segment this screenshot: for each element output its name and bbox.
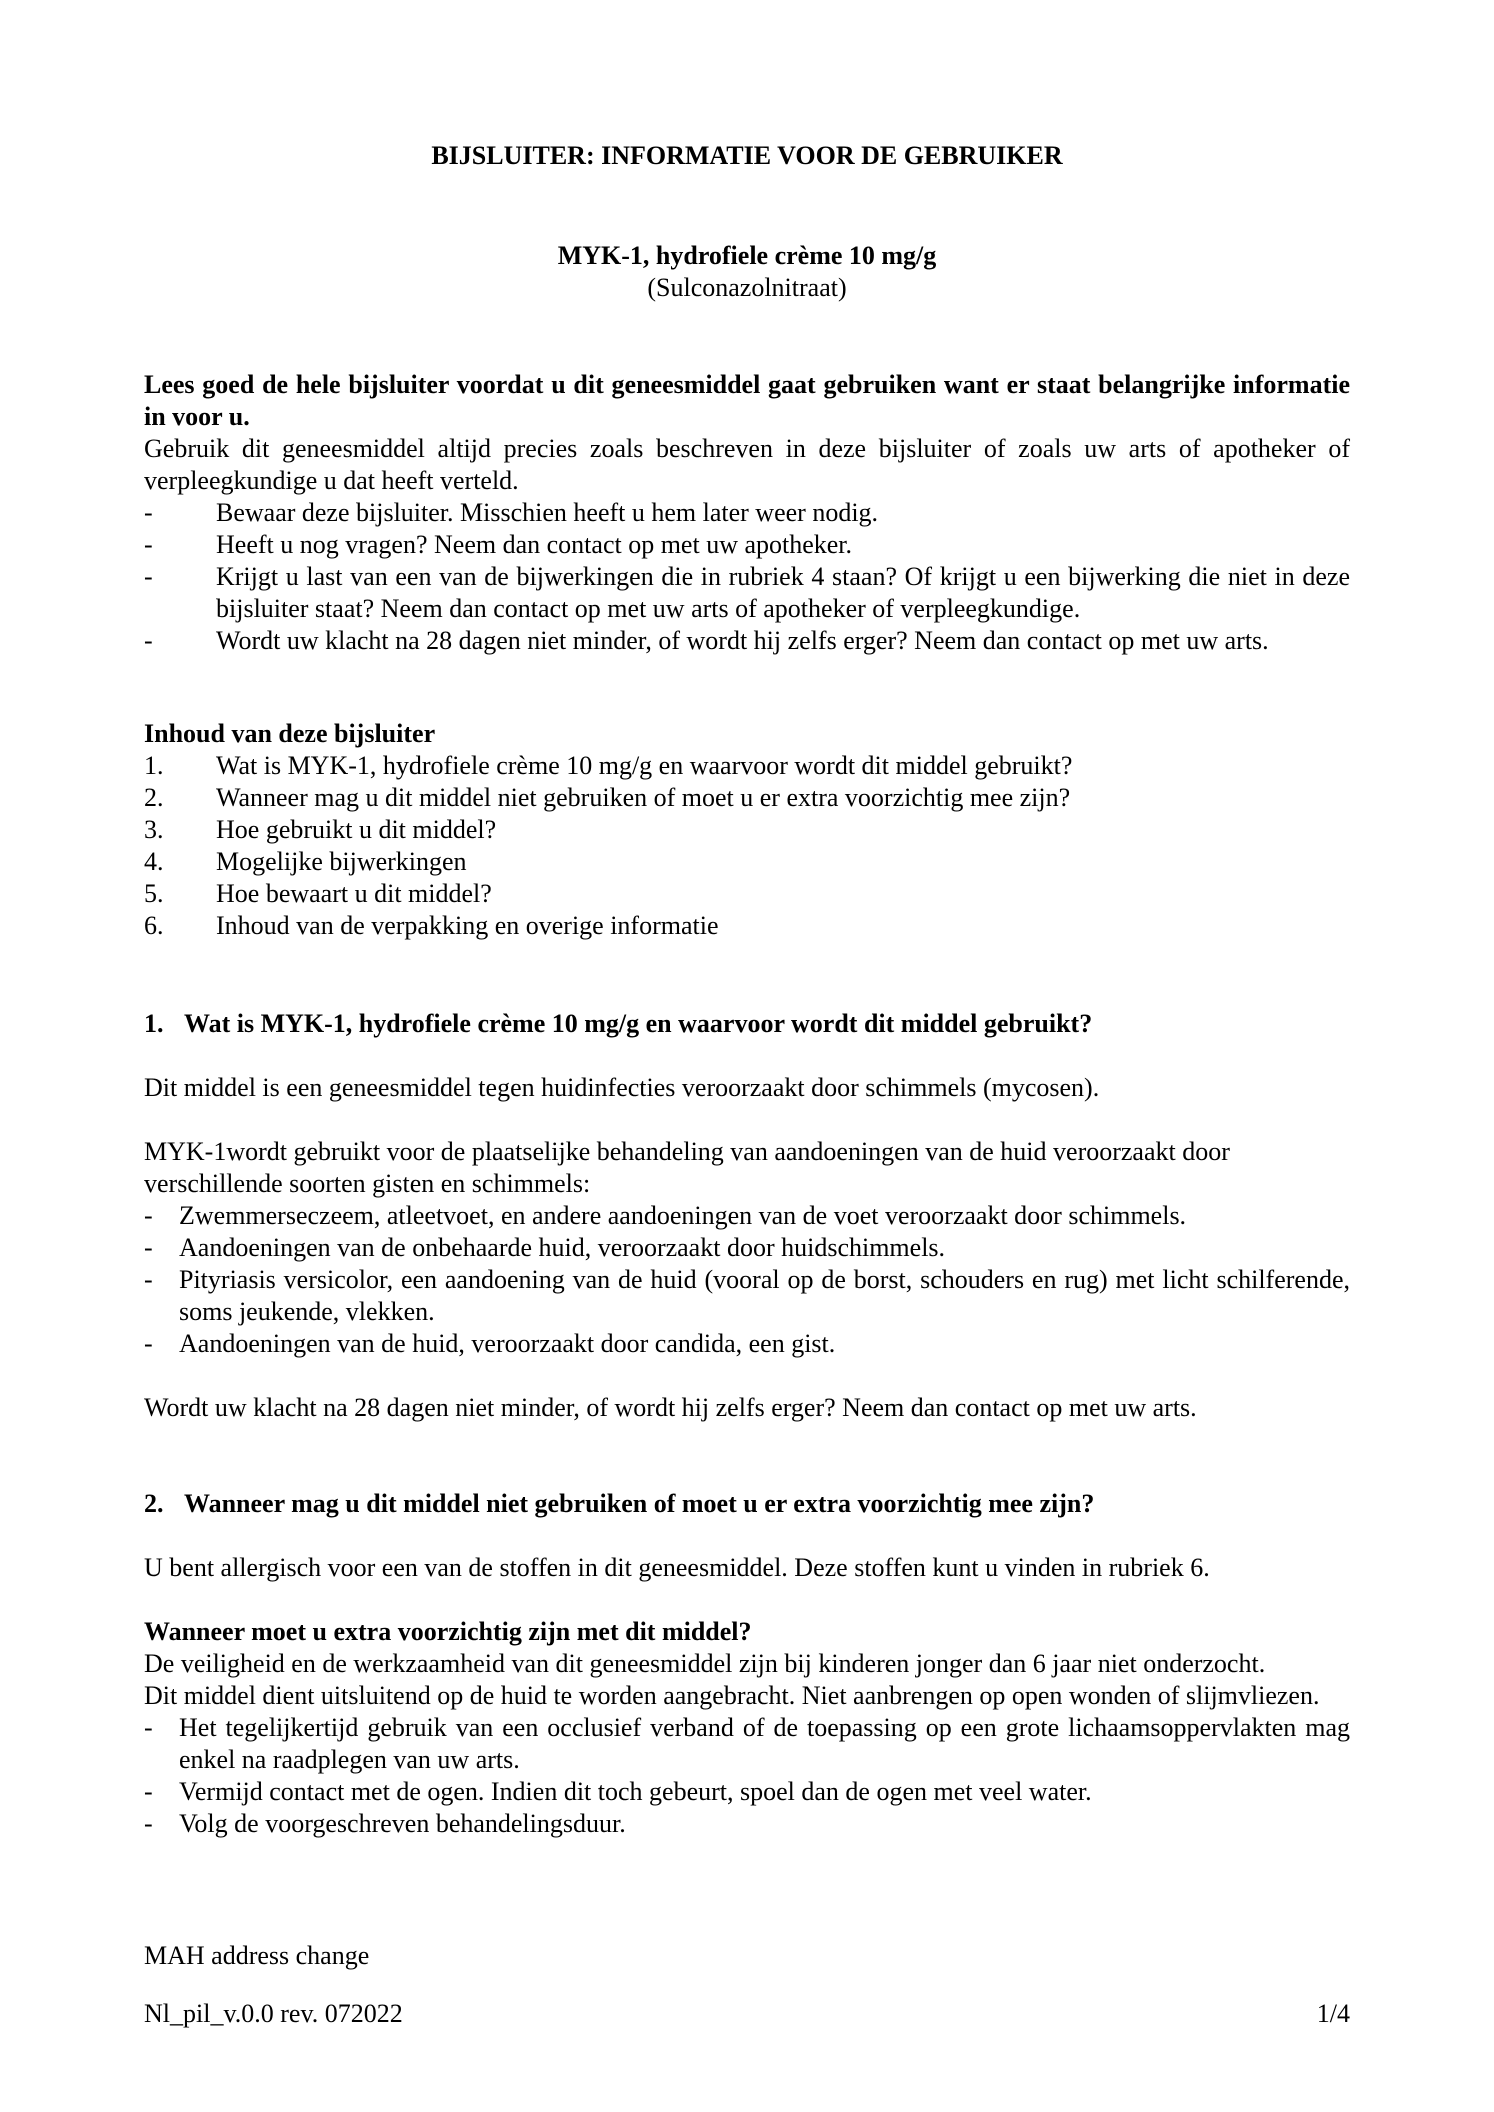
toc-item-text: Hoe gebruikt u dit middel? bbox=[216, 815, 497, 844]
product-name: MYK-1, hydrofiele crème 10 mg/g bbox=[557, 241, 937, 270]
toc-item-number: 2. bbox=[144, 783, 164, 812]
list-item-text: Pityriasis versicolor, een aandoening van de huid (vooral op de borst, schouders en rug) met licht schilferende, soms jeukende, vlekken. bbox=[179, 1265, 1350, 1326]
section-number: 2. bbox=[144, 1489, 164, 1518]
list-item bbox=[144, 1264, 1350, 1328]
section-2-paragraph: De veiligheid en de werkzaamheid van dit geneesmiddel zijn bij kinderen jonger dan 6 jaar niet onderzocht. bbox=[144, 1649, 1266, 1678]
bullet-dash: - bbox=[144, 1233, 153, 1262]
footer-version-row bbox=[144, 1998, 1350, 2030]
list-item-text: Het tegelijkertijd gebruik van een occlusief verband of de toepassing op een grote lichaamsoppervlakten mag enkel na raadplegen van uw arts. bbox=[179, 1713, 1350, 1774]
section-1-paragraph: Wordt uw klacht na 28 dagen niet minder, of wordt hij zelfs erger? Neem dan contact op met uw arts. bbox=[144, 1393, 1197, 1422]
list-item-text: Vermijd contact met de ogen. Indien dit toch gebeurt, spoel dan de ogen met veel water. bbox=[179, 1777, 1092, 1806]
document-title: BIJSLUITER: INFORMATIE VOOR DE GEBRUIKER bbox=[431, 141, 1063, 170]
toc-item bbox=[144, 750, 1350, 782]
list-item-text: Bewaar deze bijsluiter. Misschien heeft u hem later weer nodig. bbox=[216, 498, 879, 527]
section-heading-text: Wat is MYK-1, hydrofiele crème 10 mg/g en waarvoor wordt dit middel gebruikt? bbox=[184, 1009, 1093, 1038]
list-item-text: Heeft u nog vragen? Neem dan contact op met uw apotheker. bbox=[216, 530, 853, 559]
section-1-paragraph: MYK-1wordt gebruikt voor de plaatselijke behandeling van aandoeningen van de huid veroorzaakt door verschillende soorten gisten en schimmels: bbox=[144, 1137, 1230, 1198]
intro-bold-lead: Lees goed de hele bijsluiter voordat u dit geneesmiddel gaat gebruiken want er staat belangrijke informatie in voor u. bbox=[144, 370, 1350, 431]
toc-item-number: 1. bbox=[144, 751, 164, 780]
toc-item bbox=[144, 910, 1350, 942]
list-item-text: Volg de voorgeschreven behandelingsduur. bbox=[179, 1809, 626, 1838]
list-item bbox=[144, 1808, 1350, 1840]
section-heading-text: Wanneer mag u dit middel niet gebruiken of moet u er extra voorzichtig mee zijn? bbox=[184, 1489, 1095, 1518]
toc-item-text: Mogelijke bijwerkingen bbox=[216, 847, 467, 876]
toc-item-number: 6. bbox=[144, 911, 164, 940]
toc-item-text: Wat is MYK-1, hydrofiele crème 10 mg/g en waarvoor wordt dit middel gebruikt? bbox=[216, 751, 1073, 780]
section-2-bullet-list bbox=[144, 1712, 1350, 1840]
list-item-text: Zwemmerseczeem, atleetvoet, en andere aandoeningen van de voet veroorzaakt door schimmels. bbox=[179, 1201, 1187, 1230]
toc-item bbox=[144, 846, 1350, 878]
list-item bbox=[144, 497, 1350, 529]
toc-item-text: Inhoud van de verpakking en overige informatie bbox=[216, 911, 719, 940]
list-item bbox=[144, 1328, 1350, 1360]
active-substance: (Sulconazolnitraat) bbox=[647, 273, 847, 302]
page-footer bbox=[144, 1940, 1350, 2030]
section-2-paragraph: Dit middel dient uitsluitend op de huid te worden aangebracht. Niet aanbrengen op open wonden of slijmvliezen. bbox=[144, 1681, 1320, 1710]
toc-item bbox=[144, 814, 1350, 846]
intro-body: Gebruik dit geneesmiddel altijd precies zoals beschreven in deze bijsluiter of zoals uw arts of apotheker of verpleegkundige u dat heeft verteld. bbox=[144, 434, 1350, 495]
bullet-dash: - bbox=[144, 1777, 153, 1806]
section-2-paragraph: U bent allergisch voor een van de stoffen in dit geneesmiddel. Deze stoffen kunt u vinden in rubriek 6. bbox=[144, 1553, 1210, 1582]
toc-heading: Inhoud van deze bijsluiter bbox=[144, 719, 436, 748]
list-item-text: Aandoeningen van de onbehaarde huid, veroorzaakt door huidschimmels. bbox=[179, 1233, 946, 1262]
bullet-dash: - bbox=[144, 1713, 153, 1742]
bullet-dash: - bbox=[144, 530, 153, 559]
list-item bbox=[144, 529, 1350, 561]
list-item bbox=[144, 561, 1350, 625]
section-2-heading bbox=[144, 1488, 1350, 1520]
toc-item-text: Hoe bewaart u dit middel? bbox=[216, 879, 492, 908]
list-item bbox=[144, 625, 1350, 657]
list-item-text: Aandoeningen van de huid, veroorzaakt door candida, een gist. bbox=[179, 1329, 836, 1358]
list-item bbox=[144, 1712, 1350, 1776]
toc-item-number: 3. bbox=[144, 815, 164, 844]
bullet-dash: - bbox=[144, 498, 153, 527]
bullet-dash: - bbox=[144, 562, 153, 591]
section-1-paragraph: Dit middel is een geneesmiddel tegen huidinfecties veroorzaakt door schimmels (mycosen). bbox=[144, 1073, 1100, 1102]
list-item bbox=[144, 1776, 1350, 1808]
toc-item-number: 4. bbox=[144, 847, 164, 876]
list-item-text: Wordt uw klacht na 28 dagen niet minder, of wordt hij zelfs erger? Neem dan contact op met uw arts. bbox=[216, 626, 1269, 655]
table-of-contents bbox=[144, 718, 1350, 942]
bullet-dash: - bbox=[144, 1329, 153, 1358]
footer-note: MAH address change bbox=[144, 1941, 370, 1970]
page-content bbox=[144, 0, 1350, 1840]
bullet-dash: - bbox=[144, 1201, 153, 1230]
bullet-dash: - bbox=[144, 1809, 153, 1838]
toc-item bbox=[144, 782, 1350, 814]
bullet-dash: - bbox=[144, 1265, 153, 1294]
list-item bbox=[144, 1232, 1350, 1264]
footer-page-number: 1/4 bbox=[1316, 1999, 1350, 2028]
list-item bbox=[144, 1200, 1350, 1232]
section-number: 1. bbox=[144, 1009, 164, 1038]
toc-item bbox=[144, 878, 1350, 910]
toc-item-text: Wanneer mag u dit middel niet gebruiken of moet u er extra voorzichtig mee zijn? bbox=[216, 783, 1071, 812]
section-1-bullet-list bbox=[144, 1200, 1350, 1360]
intro-bullet-list bbox=[144, 497, 1350, 657]
footer-version: Nl_pil_v.0.0 rev. 072022 bbox=[144, 1999, 403, 2028]
section-2-subheading: Wanneer moet u extra voorzichtig zijn met dit middel? bbox=[144, 1617, 752, 1646]
list-item-text: Krijgt u last van een van de bijwerkingen die in rubriek 4 staan? Of krijgt u een bijwerking die niet in deze bijsluiter staat? Neem dan contact op met uw arts of apotheker of verpleegkundige. bbox=[216, 562, 1350, 623]
toc-item-number: 5. bbox=[144, 879, 164, 908]
section-1-heading bbox=[144, 1008, 1350, 1040]
bullet-dash: - bbox=[144, 626, 153, 655]
